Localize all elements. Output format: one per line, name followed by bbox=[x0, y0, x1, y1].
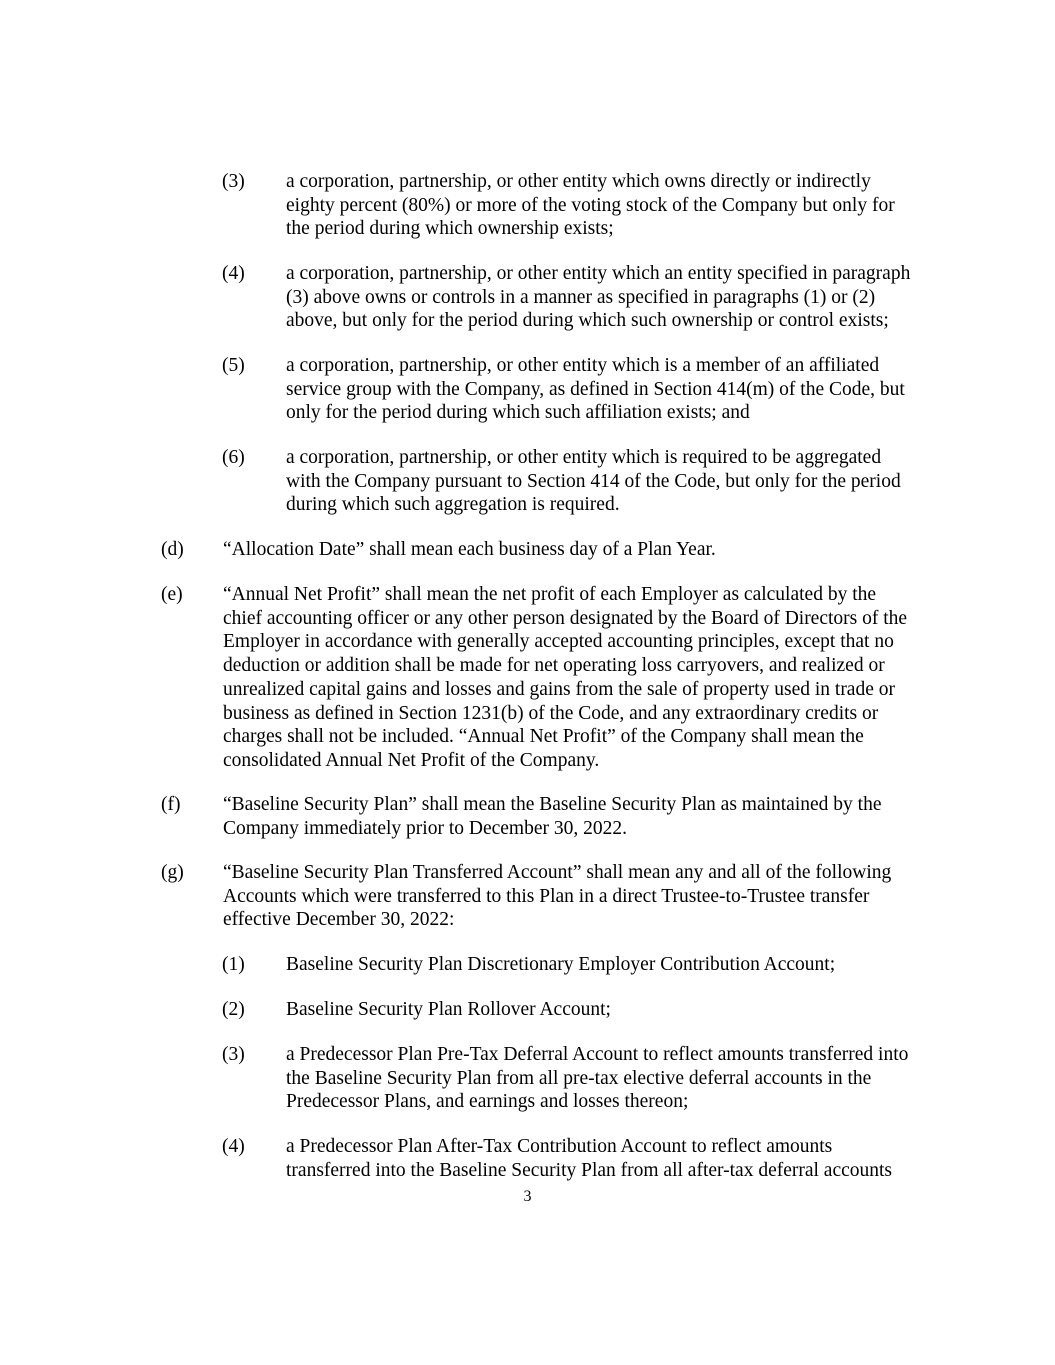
text-line: a corporation, partnership, or other entity which is required to be aggregated bbox=[286, 447, 882, 468]
paragraph-c-5 bbox=[222, 354, 982, 425]
text-line: the period during which ownership exists; bbox=[286, 218, 614, 240]
paragraph-c-6 bbox=[222, 446, 982, 517]
text-line: deduction or addition shall be made for net operating loss carryovers, and realized or bbox=[223, 655, 885, 677]
text-line: above, but only for the period during which such ownership or control exists; bbox=[286, 310, 889, 332]
text-line: during which such aggregation is required. bbox=[286, 494, 620, 516]
text-line: transferred into the Baseline Security Plan from all after-tax deferral accounts bbox=[286, 1159, 893, 1181]
text-line: unrealized capital gains and losses and gains from the sale of property used in trade or bbox=[223, 678, 895, 700]
paragraph-number: (g) bbox=[161, 862, 184, 883]
paragraph-number: (3) bbox=[222, 171, 245, 192]
text-line: effective December 30, 2022: bbox=[223, 909, 455, 931]
paragraph-number: (6) bbox=[222, 447, 245, 468]
text-line: a corporation, partnership, or other entity which owns directly or indirectly bbox=[286, 171, 871, 192]
page-number: 3 bbox=[523, 1188, 532, 1205]
text-line: Employer in accordance with generally accepted accounting principles, except that no bbox=[223, 631, 894, 653]
text-line: “Baseline Security Plan” shall mean the Baseline Security Plan as maintained by the bbox=[223, 794, 882, 815]
paragraph-text bbox=[223, 538, 981, 562]
paragraph-text bbox=[223, 583, 981, 773]
text-line: business as defined in Section 1231(b) of the Code, and any extraordinary credits or bbox=[223, 702, 879, 724]
text-line: service group with the Company, as defined in Section 414(m) of the Code, but bbox=[286, 378, 905, 400]
text-line: Company immediately prior to December 30, 2022. bbox=[223, 817, 627, 839]
text-line: chief accounting officer or any other person designated by the Board of Directors of the bbox=[223, 607, 908, 629]
text-line: a corporation, partnership, or other entity which an entity specified in paragraph bbox=[286, 263, 911, 284]
paragraph-text bbox=[286, 262, 982, 333]
text-line: “Baseline Security Plan Transferred Account” shall mean any and all of the following bbox=[223, 862, 892, 883]
paragraph-f bbox=[161, 793, 981, 840]
paragraph-g-1 bbox=[222, 953, 982, 977]
paragraph-number: (1) bbox=[222, 954, 245, 975]
text-line: a corporation, partnership, or other entity which is a member of an affiliated bbox=[286, 355, 880, 376]
text-line: the Baseline Security Plan from all pre-tax elective deferral accounts in the bbox=[286, 1067, 872, 1089]
paragraph-c-4 bbox=[222, 262, 982, 333]
text-line: “Allocation Date” shall mean each business day of a Plan Year. bbox=[223, 539, 716, 560]
paragraph-text bbox=[223, 861, 981, 932]
paragraph-number: (2) bbox=[222, 999, 245, 1020]
paragraph-number: (f) bbox=[161, 794, 181, 815]
text-line: a Predecessor Plan After-Tax Contribution Account to reflect amounts bbox=[286, 1136, 833, 1157]
paragraph-text bbox=[286, 170, 982, 241]
paragraph-e bbox=[161, 583, 981, 773]
paragraph-c-3 bbox=[222, 170, 982, 241]
paragraph-g-2 bbox=[222, 998, 982, 1022]
text-line: Baseline Security Plan Discretionary Employer Contribution Account; bbox=[286, 954, 836, 975]
paragraph-text bbox=[286, 446, 982, 517]
text-line: charges shall not be included. “Annual Net Profit” of the Company shall mean the bbox=[223, 726, 864, 748]
paragraph-number: (e) bbox=[161, 584, 183, 605]
paragraph-text bbox=[286, 953, 982, 977]
paragraph-text bbox=[286, 354, 982, 425]
text-line: Baseline Security Plan Rollover Account; bbox=[286, 999, 611, 1020]
text-line: consolidated Annual Net Profit of the Company. bbox=[223, 749, 600, 771]
paragraph-number: (5) bbox=[222, 355, 245, 376]
text-line: eighty percent (80%) or more of the voting stock of the Company but only for bbox=[286, 194, 895, 216]
paragraph-g-4 bbox=[222, 1135, 982, 1182]
paragraph-text bbox=[286, 1043, 982, 1114]
paragraph-text bbox=[286, 998, 982, 1022]
text-line: (3) above owns or controls in a manner as specified in paragraphs (1) or (2) bbox=[286, 286, 876, 308]
paragraph-d bbox=[161, 538, 981, 562]
text-line: Predecessor Plans, and earnings and losses thereon; bbox=[286, 1091, 689, 1113]
paragraph-number: (3) bbox=[222, 1044, 245, 1065]
paragraph-g bbox=[161, 861, 981, 932]
text-line: with the Company pursuant to Section 414 of the Code, but only for the period bbox=[286, 470, 901, 492]
paragraph-number: (d) bbox=[161, 539, 184, 560]
paragraph-number: (4) bbox=[222, 1136, 245, 1157]
text-line: a Predecessor Plan Pre-Tax Deferral Account to reflect amounts transferred into bbox=[286, 1044, 909, 1065]
paragraph-text bbox=[286, 1135, 982, 1182]
paragraph-text bbox=[223, 793, 981, 840]
paragraph-number: (4) bbox=[222, 263, 245, 284]
text-line: only for the period during which such affiliation exists; and bbox=[286, 402, 750, 424]
text-line: Accounts which were transferred to this Plan in a direct Trustee-to-Trustee transfer bbox=[223, 885, 870, 907]
text-line: “Annual Net Profit” shall mean the net profit of each Employer as calculated by the bbox=[223, 584, 877, 605]
paragraph-g-3 bbox=[222, 1043, 982, 1114]
